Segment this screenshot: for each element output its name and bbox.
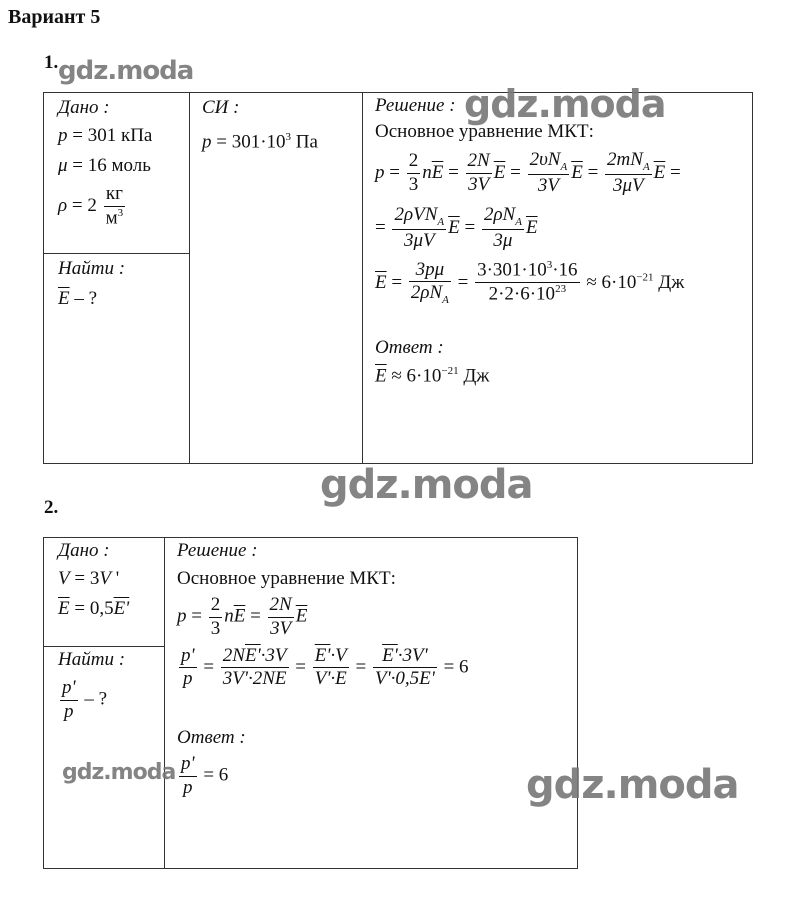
equation-4: p = $\frac{2}{3}$ $n\overline{E}$ = $\frac{2N}{3V}$ $\overline{E}$ [177, 594, 308, 639]
si-pressure: $p = 301\cdot 10^3$ Па [202, 131, 318, 153]
answer-label-2: Ответ [177, 727, 235, 749]
watermark-logo: gdz.moda [464, 82, 666, 126]
problem-1-table [43, 92, 753, 464]
given-cell: Дано : p = 301 кПа μ = 16 моль ρ = 2 $\frac{кг}{м^3}$ [44, 93, 190, 254]
find-ratio: $\frac{p'}{p}$ – ? [62, 677, 108, 722]
watermark-logo: gdz.moda [62, 760, 176, 785]
given-label: Дано [58, 97, 99, 118]
given-pressure: p = 301 кПа [58, 125, 153, 146]
solution-label-2: Решение [177, 540, 247, 561]
solution-cell: Решение : Основное уравнение МКТ: p = $\frac{2}{3}$ $n\overline{E}$ = $\frac{2N}{3V}$ $\overline{E}$ = $\frac{2\upsilon N_A}{3V}$ $\overline{E}$ = $\frac{2mN_A}{3\mu V}$ $\overline{E}$ = = $\frac{2\rho VN_A}{3\mu V}$ $\overline{E}$ = $\frac{2\rho N_A}{3\mu}$ $\overline{E}$ $\overline{E}$ = $\frac{3p\mu}{2\rho N_A}$ = $\frac{3\cdot 301\cdot 10^3\cdot 16}{2\cdot 2\cdot 6\cdot 10^{23}}$ ≈ $6\cdot 10^{-21}$ Дж Ответ : $\overline{E} \approx 6\cdot 10^{-21}$ Дж [363, 93, 753, 464]
answer-2: $\frac{p'}{p}$ = 6 [181, 753, 229, 798]
equation-5: $\frac{p'}{p}$ = $\frac{2NE'\cdot 3V}{3V'\cdot 2N\overline{E}}$ = $\frac{E'\cdot V}{V'\cdot\overline{E}}$ = $\frac{E'\cdot 3V'}{V'\cdot 0,5E'}$ = 6 [181, 644, 469, 690]
given-label-2: Дано [58, 540, 99, 561]
equation-1: p = $\frac{2}{3}$ $n\overline{E}$ = $\frac{2N}{3V}$ $\overline{E}$ = $\frac{2\upsilon N_A}{3V}$ $\overline{E}$ = $\frac{2mN_A}{3\mu V}$ $\overline{E}$ = [375, 149, 681, 196]
mkt-heading: Основное уравнение МКТ: [375, 121, 594, 142]
problem-1-number: 1. [44, 52, 59, 73]
answer-1: $\overline{E} \approx 6\cdot 10^{-21}$ Дж [375, 365, 490, 387]
solution-cell-2: Решение : Основное уравнение МКТ: p = $\frac{2}{3}$ $n\overline{E}$ = $\frac{2N}{3V}$ $\overline{E}$ $\frac{p'}{p}$ = $\frac{2NE'\cdot 3V}{3V'\cdot 2N\overline{E}}$ = $\frac{E'\cdot V}{V'\cdot\overline{E}}$ = $\frac{E'\cdot 3V'}{V'\cdot 0,5E'}$ = 6 Ответ : $\frac{p'}{p}$ = 6 [165, 538, 578, 869]
given-volume: V = 3V ' [58, 568, 120, 589]
page-title: Вариант 5 [8, 6, 101, 28]
given-mu: μ = 16 моль [58, 155, 151, 176]
equation-2: = $\frac{2\rho VN_A}{3\mu V}$ $\overline{E}$ = $\frac{2\rho N_A}{3\mu}$ $\overline{E}$ [375, 203, 538, 251]
si-label: СИ [202, 97, 229, 118]
watermark-logo: gdz.moda [320, 462, 533, 508]
find-label: Найти [58, 258, 114, 279]
find-cell: Найти : $\overline{E}$ – ? [44, 254, 190, 464]
find-label-2: Найти [58, 649, 114, 670]
mkt-heading-2: Основное уравнение МКТ: [177, 568, 396, 589]
given-cell-2: Дано : V = 3V ' $\overline{E} = 0,5E'$ [44, 538, 165, 647]
answer-label: Ответ [375, 337, 433, 359]
problem-2-table [43, 537, 578, 869]
given-rho: ρ = 2 $\frac{кг}{м^3}$ [58, 183, 124, 229]
find-energy: $\overline{E}$ – ? [58, 288, 98, 309]
watermark-logo: gdz.moda [58, 56, 194, 86]
problem-2-number: 2. [44, 497, 59, 518]
given-energy: $\overline{E} = 0,5E'$ [58, 598, 130, 619]
watermark-logo: gdz.moda [526, 762, 739, 808]
solution-label: Решение [375, 95, 445, 116]
find-cell-2: Найти : $\frac{p'}{p}$ – ? [44, 647, 165, 869]
equation-3: $\overline{E}$ = $\frac{3p\mu}{2\rho N_A}$ = $\frac{3\cdot 301\cdot 10^3\cdot 16}{2\cdot 2\cdot 6\cdot 10^{23}}$ ≈ $6\cdot 10^{-21}$ Дж [375, 258, 685, 307]
si-cell: СИ : $p = 301\cdot 10^3$ Па [190, 93, 363, 464]
